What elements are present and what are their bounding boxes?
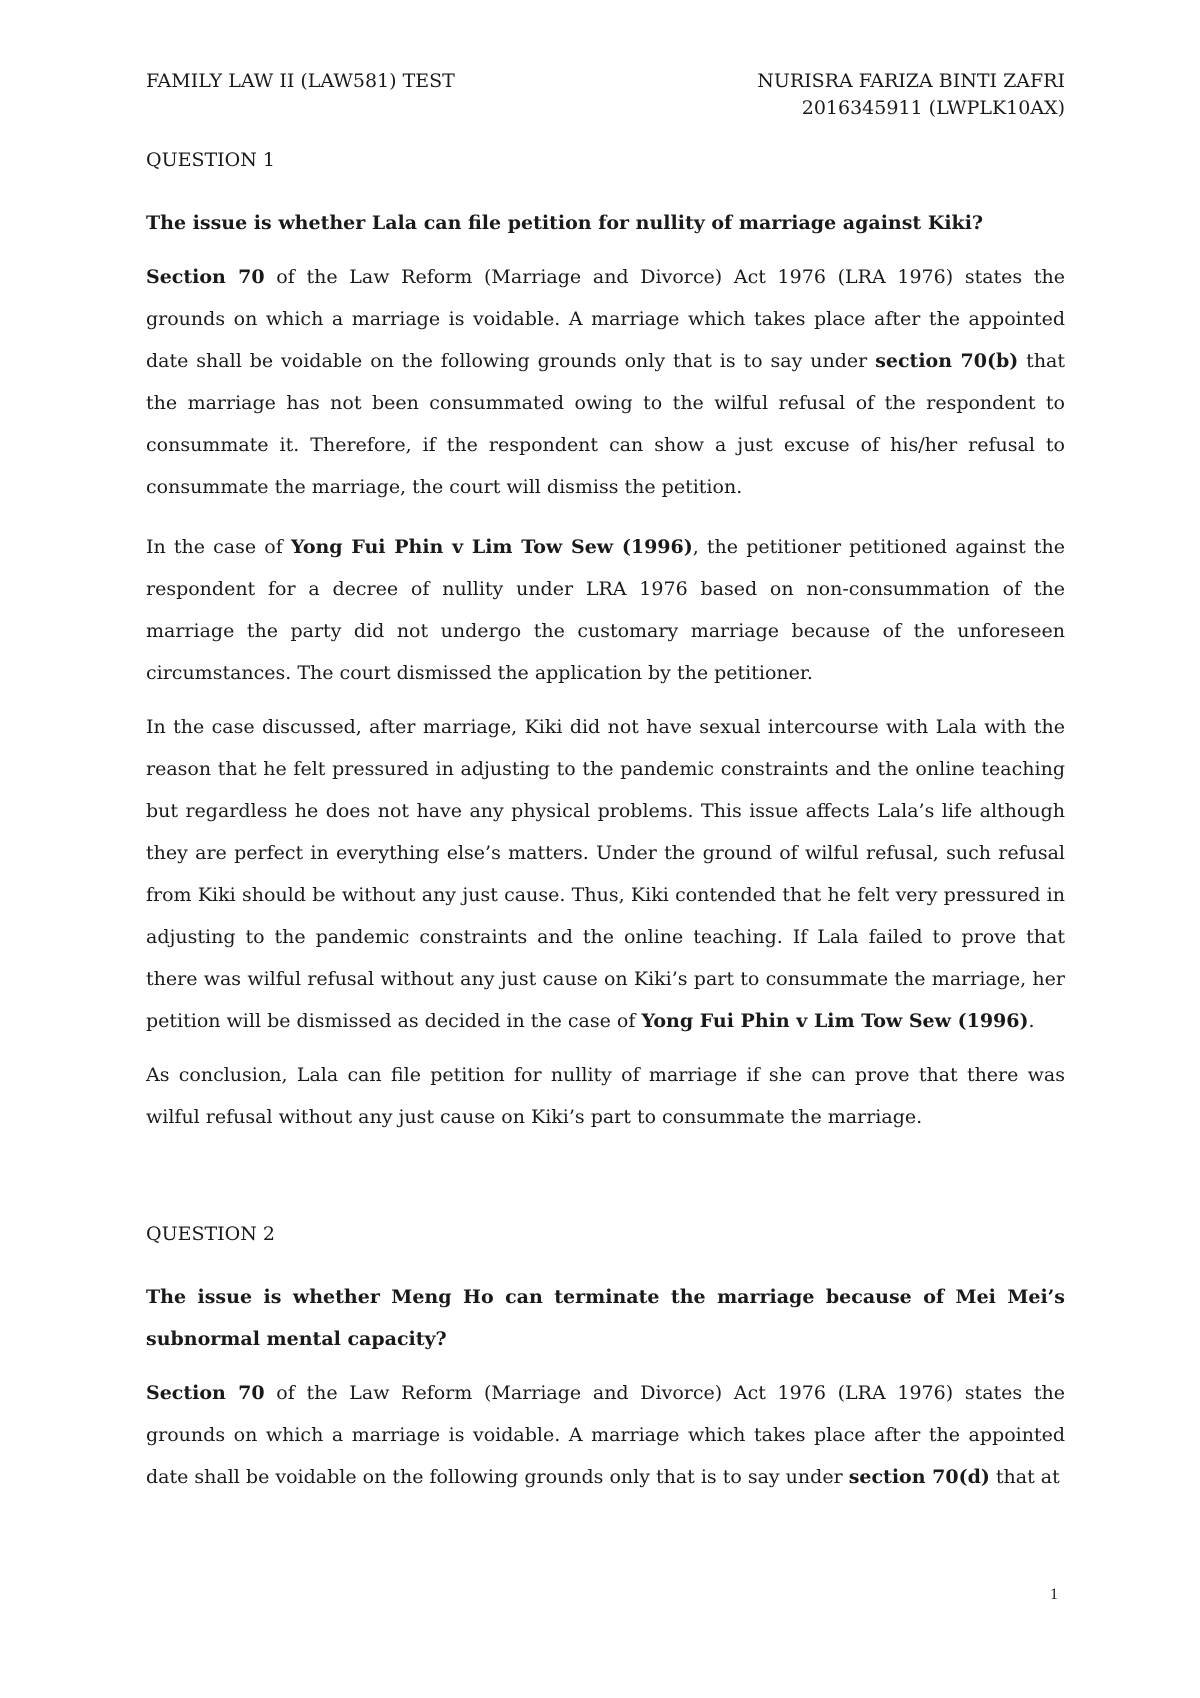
page-number: 1 [1050,1586,1058,1603]
paragraph-text: that at [989,1466,1060,1488]
student-id: 2016345911 (LWPLK10AX) [801,97,1065,119]
student-info [757,68,1065,122]
question-2-heading: QUESTION 2 [146,1223,275,1245]
question-2-paragraph-1 [146,1372,1065,1498]
question-1-paragraph-2 [146,526,1065,694]
paragraph-text: of the Law Reform (Marriage and Divorce) Act 1976 (LRA 1976) states the grounds on which a marriage is voidable. A marriage which takes place after the appointed date shall be voidable on the following grounds only that is to say under [146,1382,1065,1488]
question-2-issue: The issue is whether Meng Ho can terminate the marriage because of Mei Mei’s subnormal mental capacity? [146,1286,1065,1350]
paragraph-text: of the Law Reform (Marriage and Divorce) Act 1976 (LRA 1976) states the grounds on which a marriage is voidable. A marriage which takes place after the appointed date shall be voidable on the following grounds only that is to say under [146,266,1065,372]
paragraph-text: , the petitioner petitioned against the respondent for a decree of nullity under LRA 1976 based on non-consummation of the marriage the party did not undergo the customary marriage because of the unforeseen circumstances. The court dismissed the application by the petitioner. [146,536,1066,684]
statute-reference: section 70(d) [848,1466,990,1488]
document-body [146,146,1065,1498]
paragraph-text: In the case of [146,536,291,558]
course-title: FAMILY LAW II (LAW581) TEST [146,70,455,92]
question-1-paragraph-1 [146,256,1065,508]
question-1-paragraph-3 [146,706,1065,1042]
question-1-conclusion: As conclusion, Lala can file petition for nullity of marriage if she can prove that there was wilful refusal without any just cause on Kiki’s part to consummate the marriage. [146,1064,1065,1128]
question-1-issue: The issue is whether Lala can file petition for nullity of marriage against Kiki? [146,212,984,234]
statute-reference: Section 70 [146,266,265,288]
statute-reference: Section 70 [146,1382,265,1404]
student-name: NURISRA FARIZA BINTI ZAFRI [757,70,1065,92]
paragraph-text: In the case discussed, after marriage, Kiki did not have sexual intercourse with Lala with the reason that he felt pressured in adjusting to the pandemic constraints and the online teaching but regardless he does not have any physical problems. This issue affects Lala’s life although they are perfect in everything else’s matters. Under the ground of wilful refusal, such refusal from Kiki should be without any just cause. Thus, Kiki contended that he felt very pressured in adjusting to the pandemic constraints and the online teaching. If Lala failed to prove that there was wilful refusal without any just cause on Kiki’s part to consummate the marriage, her petition will be dismissed as decided in the case of [146,716,1065,1032]
question-1-heading: QUESTION 1 [146,149,275,171]
question-1 [146,146,1065,1138]
paragraph-text: that the marriage has not been consummated owing to the wilful refusal of the respondent to consummate it. Therefore, if the respondent can show a just excuse of his/her refusal to consummate the marriage, the court will dismiss the petition. [146,350,1066,498]
question-2 [146,1220,1065,1498]
case-reference: Yong Fui Phin v Lim Tow Sew (1996) [290,536,693,558]
paragraph-text: . [1028,1010,1035,1032]
case-reference: Yong Fui Phin v Lim Tow Sew (1996) [641,1010,1029,1032]
statute-reference: section 70(b) [875,350,1019,372]
